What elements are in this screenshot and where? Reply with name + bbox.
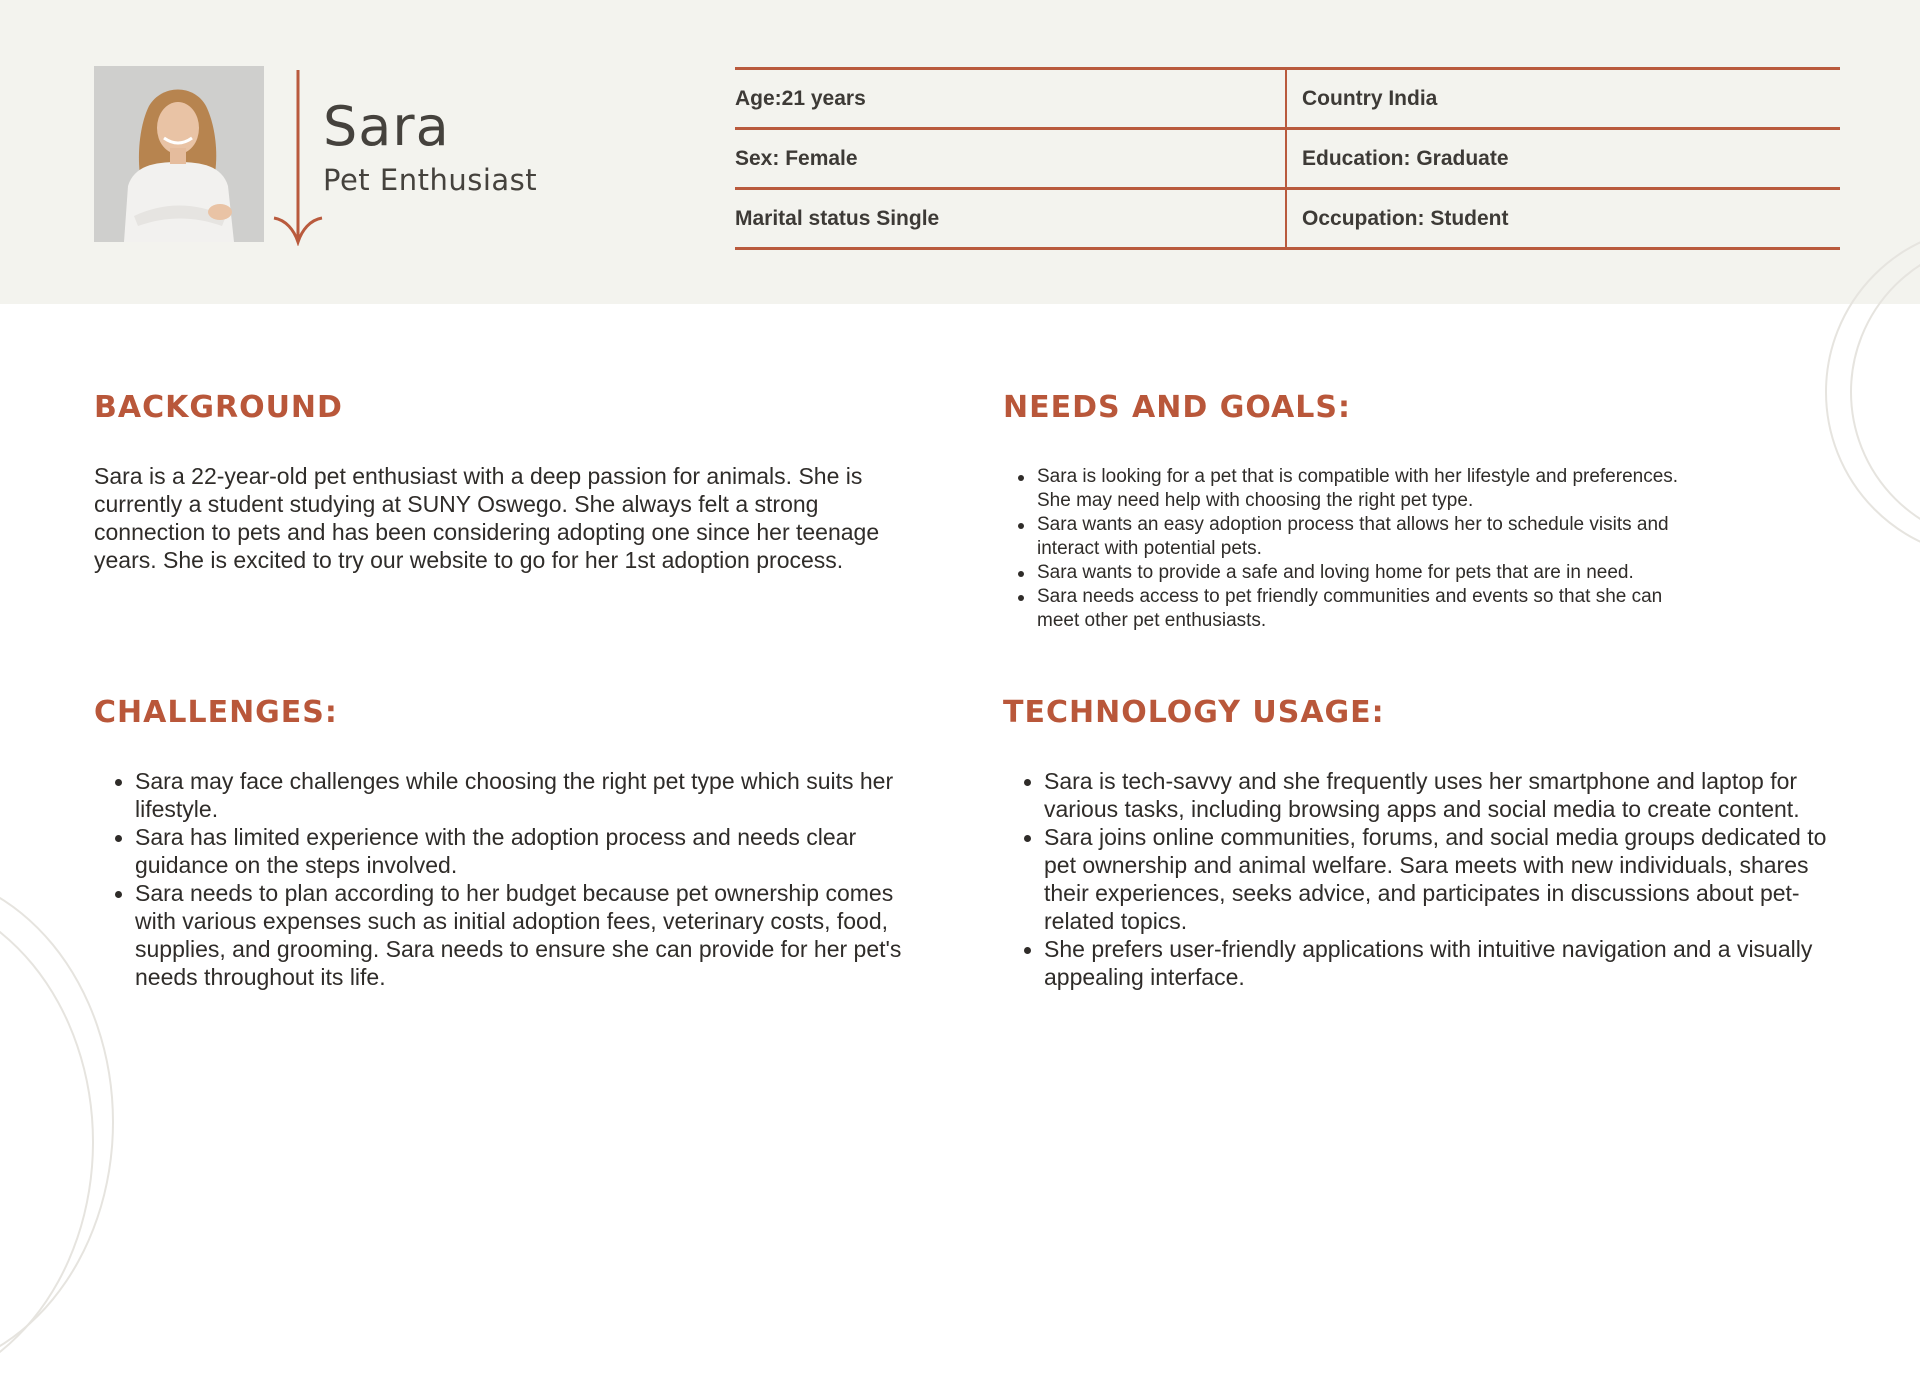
bullet-icon bbox=[1024, 947, 1031, 954]
challenges-list bbox=[94, 767, 924, 991]
list-item-text: Sara has limited experience with the adoption process and needs clear guidance on the steps involved. bbox=[135, 824, 857, 878]
technology-usage-section bbox=[1003, 695, 1833, 991]
technology-usage-list bbox=[1003, 767, 1833, 991]
bullet-icon bbox=[1018, 571, 1024, 577]
arrow-down-icon bbox=[272, 68, 326, 246]
persona-name: Sara bbox=[323, 95, 450, 158]
background-heading: BACKGROUND bbox=[94, 390, 343, 425]
list-item bbox=[94, 879, 924, 991]
age-value: Age:21 years bbox=[735, 70, 1287, 127]
bullet-icon bbox=[115, 835, 122, 842]
bullet-icon bbox=[1018, 475, 1024, 481]
demographics-table bbox=[735, 67, 1840, 250]
persona-role: Pet Enthusiast bbox=[323, 163, 538, 197]
needs-goals-heading: NEEDS AND GOALS: bbox=[1003, 390, 1351, 425]
challenges-section bbox=[94, 695, 924, 991]
sex-value: Sex: Female bbox=[735, 130, 1287, 187]
education-value: Education: Graduate bbox=[1302, 146, 1509, 170]
list-item bbox=[1003, 767, 1833, 823]
list-item-text: Sara is tech-savvy and she frequently uses her smartphone and laptop for various tasks, including browsing apps and social media to create content. bbox=[1044, 768, 1800, 822]
list-item-text: Sara may face challenges while choosing the right pet type which suits her lifestyle. bbox=[135, 768, 894, 822]
marital-status-value: Marital status Single bbox=[735, 190, 1287, 247]
list-item bbox=[94, 823, 924, 879]
technology-usage-heading: TECHNOLOGY USAGE: bbox=[1003, 695, 1385, 730]
list-item-text: Sara wants to provide a safe and loving home for pets that are in need. bbox=[1037, 562, 1634, 583]
list-item bbox=[1003, 465, 1703, 513]
persona-photo bbox=[94, 66, 264, 242]
bullet-icon bbox=[1024, 835, 1031, 842]
challenges-heading: CHALLENGES: bbox=[94, 695, 338, 730]
needs-goals-list bbox=[1003, 465, 1703, 633]
demographics-row bbox=[735, 130, 1840, 190]
persona-portrait-illustration bbox=[94, 66, 264, 242]
needs-goals-section bbox=[1003, 390, 1723, 633]
demographics-row bbox=[735, 70, 1840, 130]
background-text: Sara is a 22-year-old pet enthusiast with a deep passion for animals. She is currently a student studying at SUNY Oswego. She always felt a strong connection to pets and has been considering adopting one since her teenage years. She is excited to try our website to go for her 1st adoption process. bbox=[94, 463, 880, 573]
bullet-icon bbox=[115, 891, 122, 898]
list-item bbox=[1003, 561, 1703, 585]
list-item-text: Sara needs to plan according to her budget because pet ownership comes with various expenses such as initial adoption fees, veterinary costs, food, supplies, and grooming. Sara needs to ensure she can provide for her pet's needs throughout its life. bbox=[135, 880, 902, 990]
bullet-icon bbox=[115, 779, 122, 786]
list-item bbox=[94, 767, 924, 823]
list-item bbox=[1003, 935, 1833, 991]
country-value: Country India bbox=[1302, 86, 1438, 110]
list-item-text: Sara needs access to pet friendly communities and events so that she can meet other pet enthusiasts. bbox=[1037, 586, 1663, 631]
demographics-row bbox=[735, 190, 1840, 250]
list-item-text: Sara is looking for a pet that is compatible with her lifestyle and preferences. She may need help with choosing the right pet type. bbox=[1037, 466, 1679, 511]
list-item bbox=[1003, 823, 1833, 935]
list-item bbox=[1003, 585, 1703, 633]
decorative-ring-inner bbox=[0, 890, 94, 1394]
list-item-text: Sara wants an easy adoption process that allows her to schedule visits and interact with potential pets. bbox=[1037, 514, 1669, 559]
background-section bbox=[94, 390, 924, 574]
bullet-icon bbox=[1024, 779, 1031, 786]
bullet-icon bbox=[1018, 523, 1024, 529]
occupation-value: Occupation: Student bbox=[1302, 206, 1509, 230]
list-item-text: She prefers user-friendly applications with intuitive navigation and a visually appealing interface. bbox=[1044, 936, 1813, 990]
list-item bbox=[1003, 513, 1703, 561]
list-item-text: Sara joins online communities, forums, and social media groups dedicated to pet ownership and animal welfare. Sara meets with new individuals, shares their experiences, seeks advice, and participates in discussions about pet-related topics. bbox=[1044, 824, 1827, 934]
bullet-icon bbox=[1018, 595, 1024, 601]
